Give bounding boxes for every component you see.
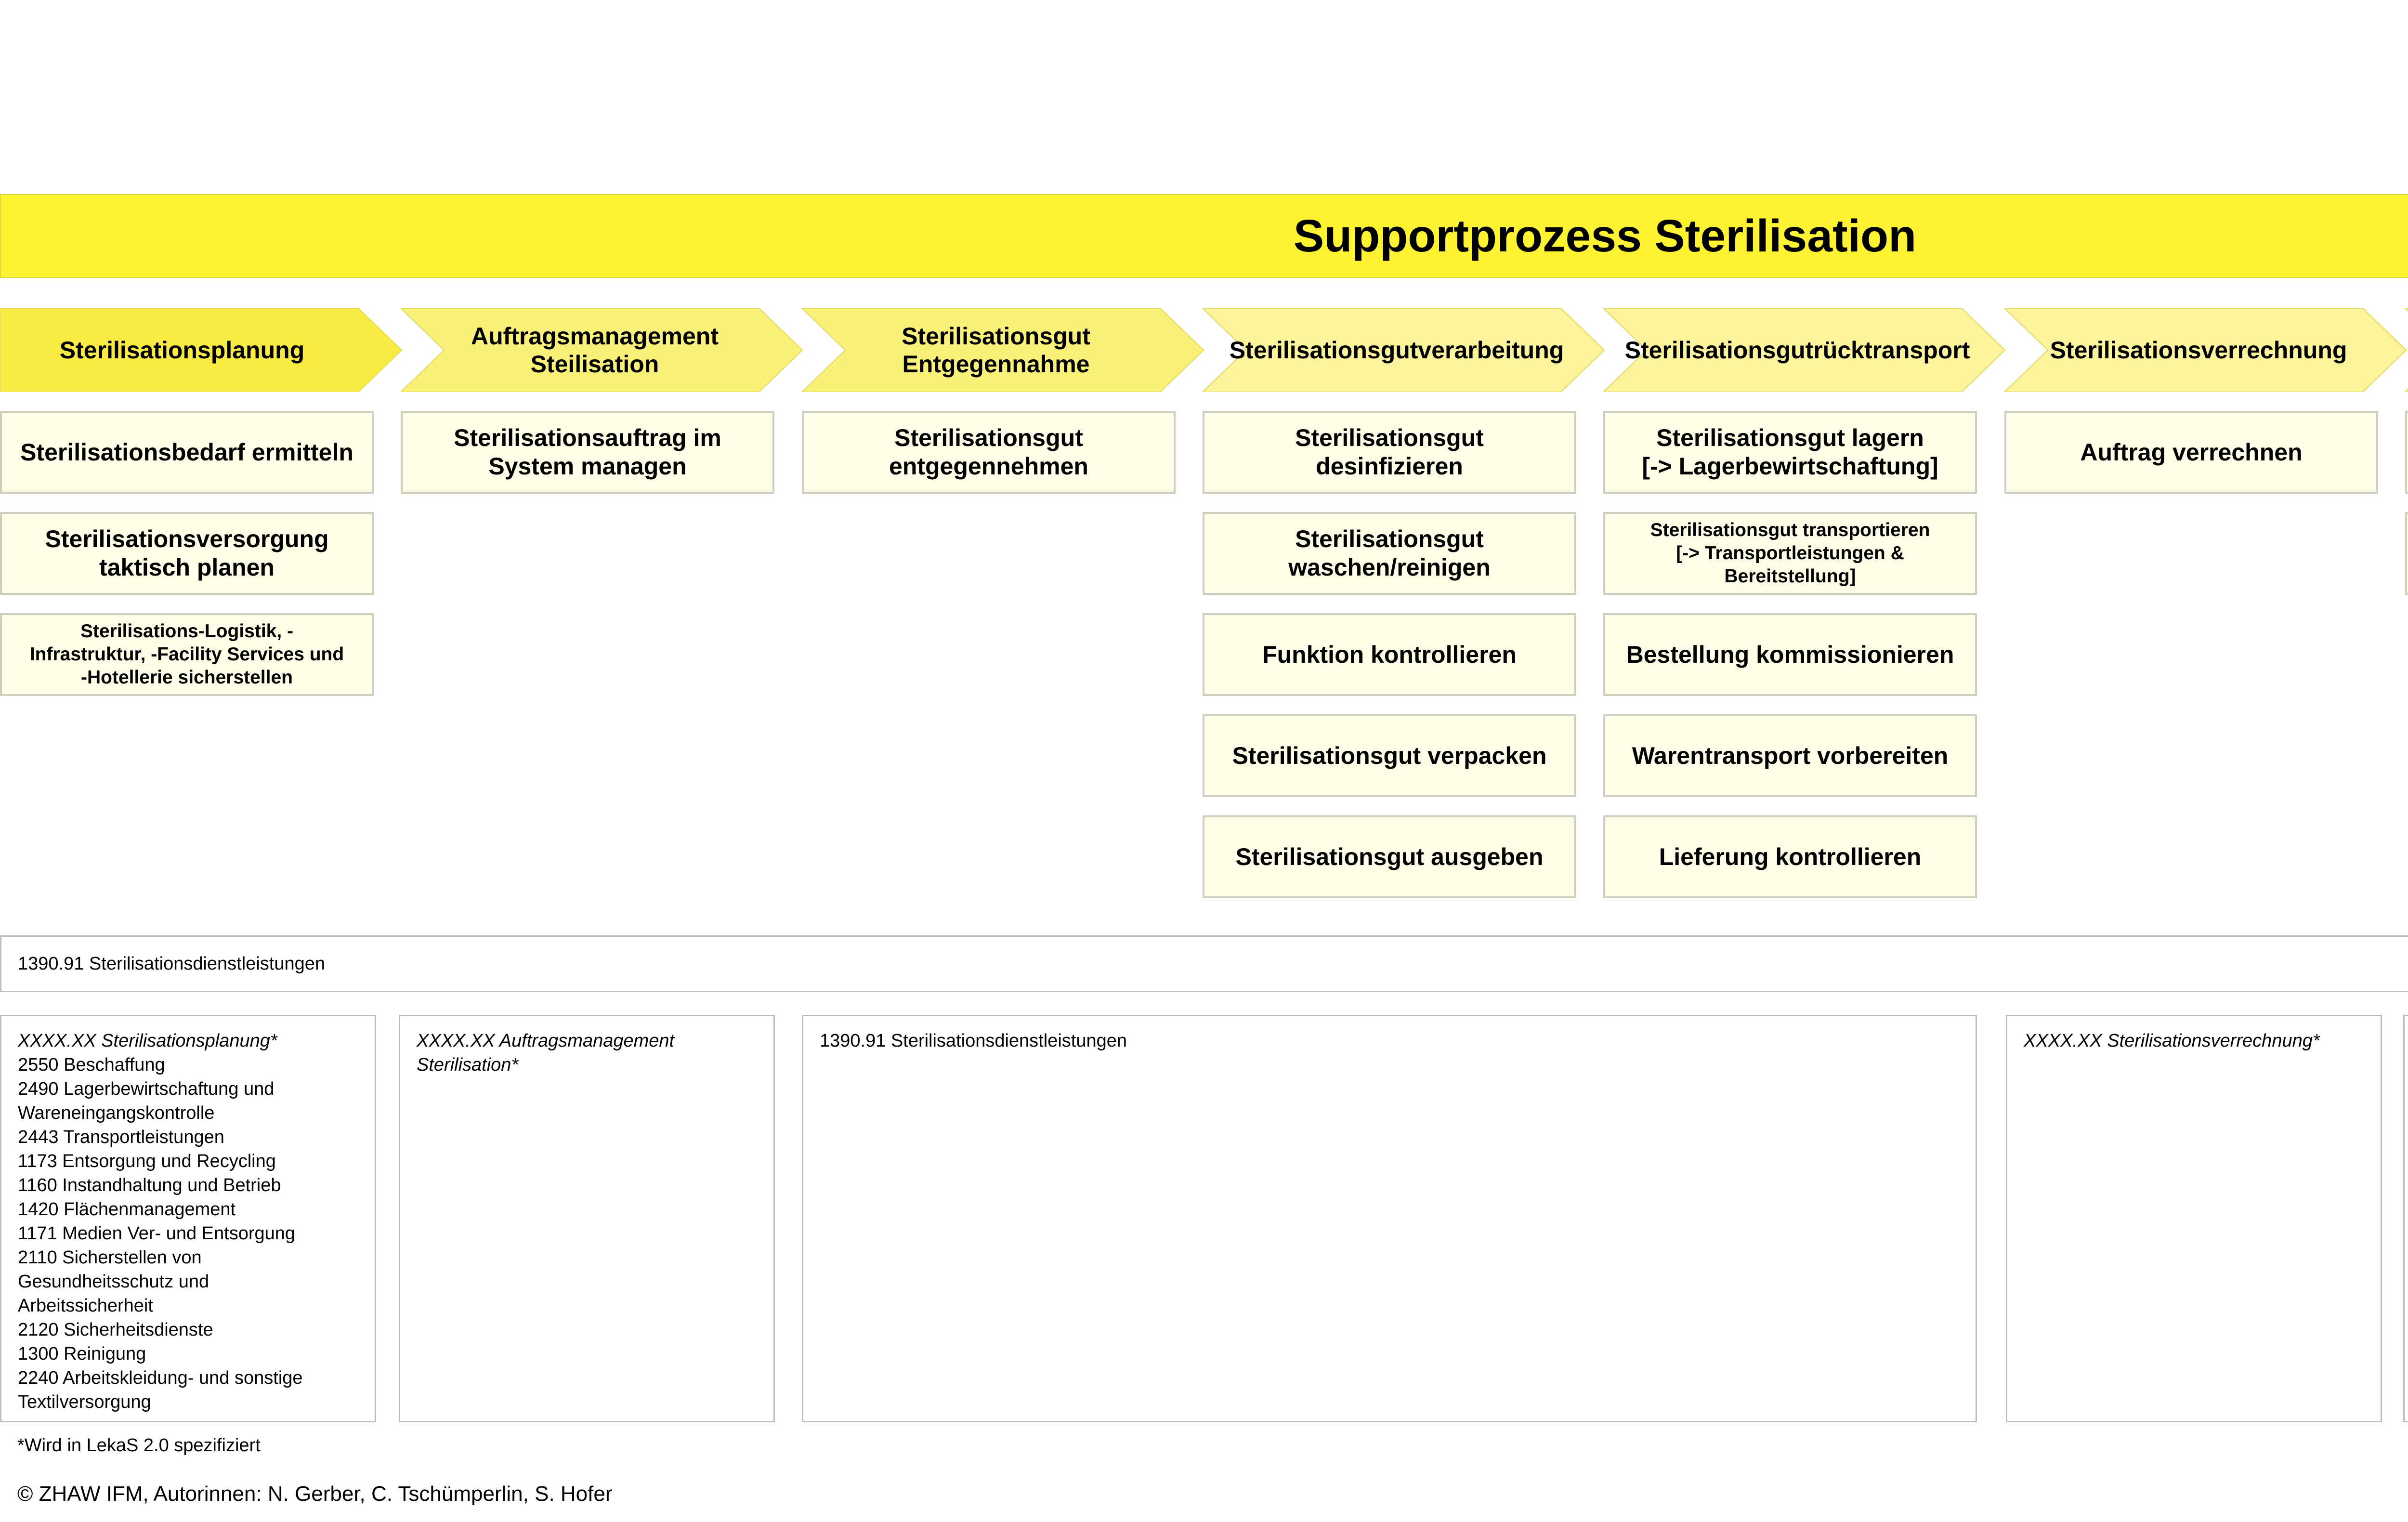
task-box: Sterilisationsgut verpacken [1203, 714, 1576, 797]
task-box [2405, 411, 2408, 494]
process-title: Supportprozess Sterilisation [1293, 210, 1917, 262]
footnote: *Wird in LekaS 2.0 spezifiziert [17, 1435, 261, 1456]
task-box: Sterilisationsgut transportieren [-> Transportleistungen & Bereitstellung] [1603, 512, 1977, 595]
cost-center-box [802, 1015, 1977, 1422]
phase-label: Sterilisationsverrechnung [2050, 337, 2347, 364]
phase-label: Sterilisationsgut Entgegennahme [902, 323, 1090, 378]
task-box: Sterilisationsauftrag im System managen [401, 411, 774, 494]
cost-center-list: 2550 Beschaffung 2490 Lagerbewirtschaftung und Wareneingangskontrolle 2443 Transportleistungen 1173 Entsorgung und Recycling 1160 Instandhaltung und Betrieb 1420 Flächenmanagement 1171 Medien Ver- und Entsorgung 2110 Sicherstellen von Gesundheitsschutz und Arbeitssicherheit 2120 Sicherheitsdienste 1300 Reinigung 2240 Arbeitskleidung- und sonstige Textilversorgung [18, 1055, 303, 1412]
cost-center-title: XXXX.XX Sterilisationsplanung* [18, 1031, 277, 1051]
phase-arrow [2405, 308, 2408, 392]
task-box: Lieferung kontrollieren [1603, 815, 1977, 898]
cost-center-box [399, 1015, 775, 1422]
task-box: Sterilisationsversorgung taktisch planen [0, 512, 374, 595]
overall-cost-center [0, 935, 2408, 992]
task-box: Auftrag verrechnen [2004, 411, 2378, 494]
task-box [2405, 512, 2408, 595]
cost-center-box [2006, 1015, 2382, 1422]
task-box: Bestellung kommissionieren [1603, 613, 1977, 696]
phase-label: Auftragsmanagement Steilisation [471, 323, 719, 378]
task-box: Sterilisationsgut desinfizieren [1203, 411, 1576, 494]
phase-label: Sterilisationsplanung [59, 337, 305, 364]
cost-center-box [2403, 1015, 2408, 1422]
task-box: Sterilisations-Logistik, - Infrastruktur, -Facility Services und -Hotellerie sicherstellen [0, 613, 374, 696]
task-box: Sterilisationsbedarf ermitteln [0, 411, 374, 494]
copyright: © ZHAW IFM, Autorinnen: N. Gerber, C. Tschümperlin, S. Hofer [17, 1482, 613, 1506]
cost-center-box [0, 1015, 376, 1422]
cost-center-title: XXXX.XX Sterilisationsverrechnung* [2024, 1031, 2320, 1051]
task-box: Sterilisationsgut ausgeben [1203, 815, 1576, 898]
task-box: Funktion kontrollieren [1203, 613, 1576, 696]
overall-cost-center-label: 1390.91 Sterilisationsdienstleistungen [18, 954, 325, 974]
cost-center-list: 1390.91 Sterilisationsdienstleistungen [820, 1031, 1127, 1051]
phase-arrow-shape [2405, 308, 2408, 392]
task-box: Sterilisationsgut waschen/reinigen [1203, 512, 1576, 595]
task-box: Sterilisationsgut lagern [-> Lagerbewirtschaftung] [1603, 411, 1977, 494]
task-box: Sterilisationsgut entgegennehmen [802, 411, 1176, 494]
task-box: Warentransport vorbereiten [1603, 714, 1977, 797]
phase-label: Sterilisationsgutrücktransport [1624, 337, 1970, 364]
phase-label: Sterilisationsgutverarbeitung [1229, 337, 1564, 364]
cost-center-title: XXXX.XX Auftragsmanagement Sterilisation* [417, 1031, 675, 1075]
